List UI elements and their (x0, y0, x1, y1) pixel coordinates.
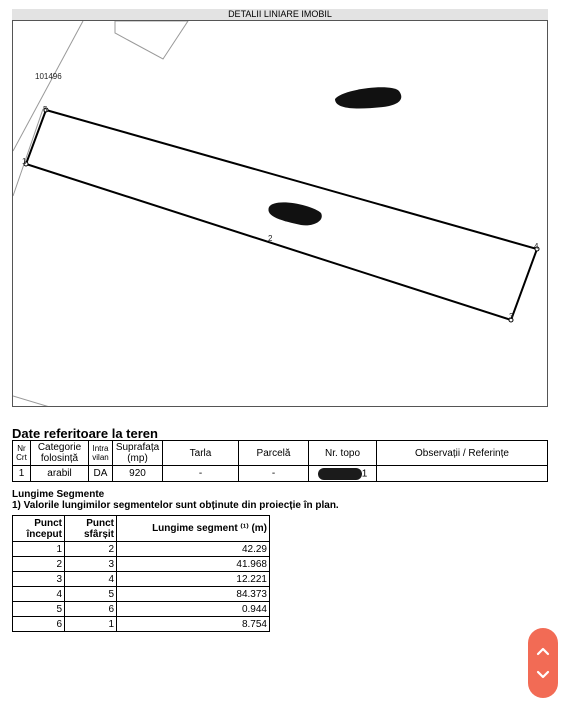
cell-end: 6 (65, 602, 117, 617)
section-header-detalii: DETALII LINIARE IMOBIL (12, 9, 548, 20)
table-row (13, 617, 270, 632)
cell-length: 12.221 (117, 572, 270, 587)
teren-table (12, 440, 548, 482)
cell-end: 2 (65, 542, 117, 557)
cell-end: 3 (65, 557, 117, 572)
neighbor-building (115, 21, 188, 59)
cell-categorie: arabil (31, 466, 89, 482)
cell-intravilan: DA (89, 466, 113, 482)
segments-table (12, 515, 270, 632)
cell-end: 5 (65, 587, 117, 602)
segments-note: 1) Valorile lungimilor segmentelor sunt obținute din proiecție în plan. (12, 500, 339, 511)
point-label-3: 3 (509, 312, 514, 321)
plan-drawing (13, 21, 548, 407)
scroll-buttons (528, 628, 558, 698)
cell-start: 6 (13, 617, 65, 632)
col-observatii: Observații / Referințe (377, 441, 548, 466)
point-label-5: 5 (43, 105, 48, 114)
cell-length: 41.968 (117, 557, 270, 572)
chevron-up-icon (536, 646, 550, 656)
col-parcela: Parcelă (239, 441, 309, 466)
nr-topo-suffix: 1 (361, 468, 368, 480)
cell-start: 4 (13, 587, 65, 602)
col-intravilan: Intra vilan (89, 441, 113, 466)
section-title-segmente: Lungime Segmente (12, 489, 105, 500)
col-lungime-segment: Lungime segment ⁽¹⁾ (m) (117, 516, 270, 542)
table-row (13, 572, 270, 587)
point-label-1: 1 (22, 157, 27, 166)
col-suprafata: Suprafața (mp) (113, 441, 163, 466)
neighbor-line (13, 21, 83, 151)
segment-label-2: 2 (268, 234, 273, 243)
table-row (13, 587, 270, 602)
segments-header-row (13, 516, 270, 542)
col-punct-sfarsit: Punct sfârșit (65, 516, 117, 542)
col-categorie: Categorie folosință (31, 441, 89, 466)
cell-observatii (377, 466, 548, 482)
cell-start: 2 (13, 557, 65, 572)
cell-length: 42.29 (117, 542, 270, 557)
table-row (13, 602, 270, 617)
scroll-down-button[interactable] (528, 663, 558, 698)
cell-nr: 1 (13, 466, 31, 482)
table-row (13, 466, 548, 482)
cell-suprafata: 920 (113, 466, 163, 482)
teren-header-row (13, 441, 548, 466)
cell-end: 1 (65, 617, 117, 632)
cadastral-number-label: 101496 (35, 72, 62, 81)
cell-start: 3 (13, 572, 65, 587)
table-row (13, 542, 270, 557)
section-title-teren: Date referitoare la teren (12, 426, 158, 441)
col-nr-topo: Nr. topo (309, 441, 377, 466)
table-row (13, 557, 270, 572)
redaction-mark (318, 468, 362, 480)
cell-tarla: - (163, 466, 239, 482)
col-nr-crt: Nr Crt (13, 441, 31, 466)
cell-start: 1 (13, 542, 65, 557)
cadastral-plan (12, 20, 548, 407)
redaction-mark (268, 202, 321, 225)
neighbor-line (13, 396, 53, 407)
chevron-down-icon (536, 670, 550, 680)
col-tarla: Tarla (163, 441, 239, 466)
cell-nr-topo (309, 466, 377, 482)
point-label-4: 4 (534, 242, 539, 251)
neighbor-line (13, 109, 43, 196)
cell-length: 8.754 (117, 617, 270, 632)
cell-start: 5 (13, 602, 65, 617)
col-punct-inceput: Punct început (13, 516, 65, 542)
scroll-up-button[interactable] (528, 628, 558, 663)
cell-length: 84.373 (117, 587, 270, 602)
cell-length: 0.944 (117, 602, 270, 617)
redaction-mark (335, 87, 401, 108)
cell-parcela: - (239, 466, 309, 482)
cell-end: 4 (65, 572, 117, 587)
